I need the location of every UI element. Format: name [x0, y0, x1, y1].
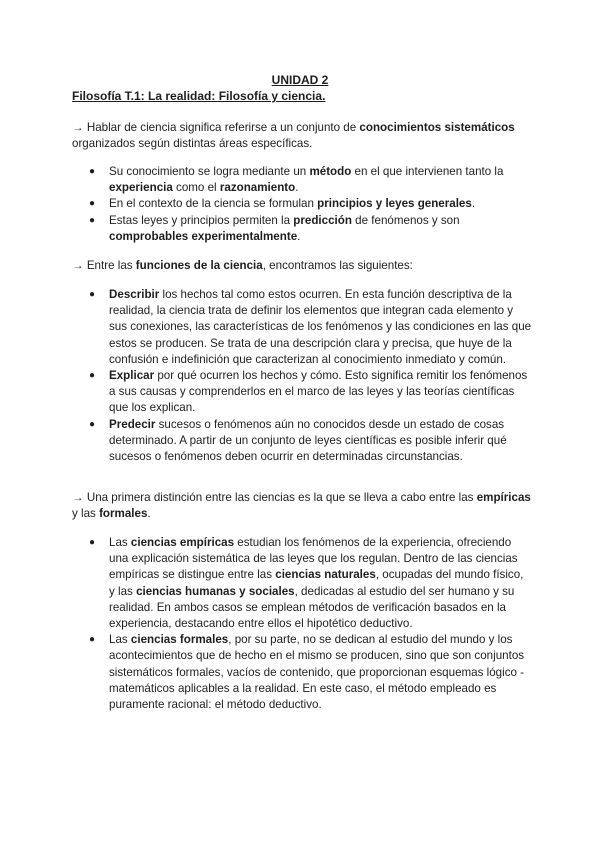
list-item: ● Su conocimiento se logra mediante un método en el que intervienen tanto la experiencia como el razonamiento. — [89, 165, 504, 195]
list-item: ● Las ciencias empíricas estudian los fenómenos de la experiencia, ofreciendo una explicación sistemática de las leyes que los regulan. Dentro de las ciencias empíricas se distingue entre las ciencias naturales, ocupadas del mundo físico, y las ciencias humanas y sociales, dedicadas al estudio del ser humano y su realidad. En ambos casos se emplean métodos de verificación basados en la experiencia, destacando entre ellos el hipotético deductivo. — [89, 536, 524, 631]
unit-heading: UNIDAD 2 — [271, 73, 329, 87]
arrow-icon: → — [72, 121, 84, 134]
intro-paragraph: → Hablar de ciencia significa referirse a un conjunto de conocimientos sistemáticos organizados según distintas áreas específicas. — [72, 121, 515, 151]
list-item: ● Describir los hechos tal como estos ocurren. En esta función descriptiva de la realidad, la ciencia trata de definir los elementos que integran cada elemento y sus conexiones, las características de los fenómenos y las condiciones en las que estos se producen. Se trata de una descripción clara y precisa, que huye de la confusión e indefinición que caracterizan al conocimiento inmediato y común. — [89, 288, 532, 366]
features-list — [89, 164, 529, 245]
functions-list — [89, 287, 532, 465]
list-item: ● Explicar por qué ocurren los hechos y cómo. Esto significa remitir los fenómenos a sus causas y comprenderlos en el marco de las leyes y las teorías científicas que los explican. — [89, 369, 528, 415]
list-item: ● Estas leyes y principios permiten la predicción de fenómenos y son comprobables experimentalmente. — [89, 213, 460, 243]
bullet-icon: ● — [89, 370, 96, 382]
bullet-icon: ● — [89, 289, 96, 300]
bullet-icon: ● — [89, 418, 96, 430]
list-item: ● Las ciencias formales, por su parte, no se dedican al estudio del mundo y los acontecimientos que de hecho en el mismo se producen, sino que son conjuntos sistemáticos formales, vacíos de contenido, que proporcionan esquemas lógico - matemáticos aplicables a la realidad. En este caso, el método empleado es puramente racional: el método deductivo. — [89, 633, 525, 712]
distinction-paragraph: → Una primera distinción entre las ciencias es la que se lleva a cabo entre las empíricas y las formales. — [72, 491, 531, 521]
document-title: Filosofía T.1: La realidad: Filosofía y ciencia. — [72, 89, 326, 103]
arrow-icon: → — [72, 259, 84, 272]
list-item: ● Predecir sucesos o fenómenos aún no conocidos desde un estado de cosas determinado. A partir de un conjunto de leyes científicas es posible inferir qué sucesos o fenómenos deben ocurrir en determinadas circunstancias. — [89, 417, 507, 464]
bullet-icon: ● — [89, 166, 96, 177]
sciences-list — [89, 535, 532, 713]
list-item: ● En el contexto de la ciencia se formulan principios y leyes generales. — [89, 196, 529, 212]
functions-intro: → Entre las funciones de la ciencia, encontramos las siguientes: — [72, 259, 413, 272]
bullet-icon: ● — [89, 634, 96, 646]
arrow-icon: → — [72, 491, 84, 504]
bullet-icon: ● — [89, 214, 96, 226]
bullet-icon: ● — [89, 537, 96, 548]
bullet-icon: ● — [89, 198, 96, 210]
